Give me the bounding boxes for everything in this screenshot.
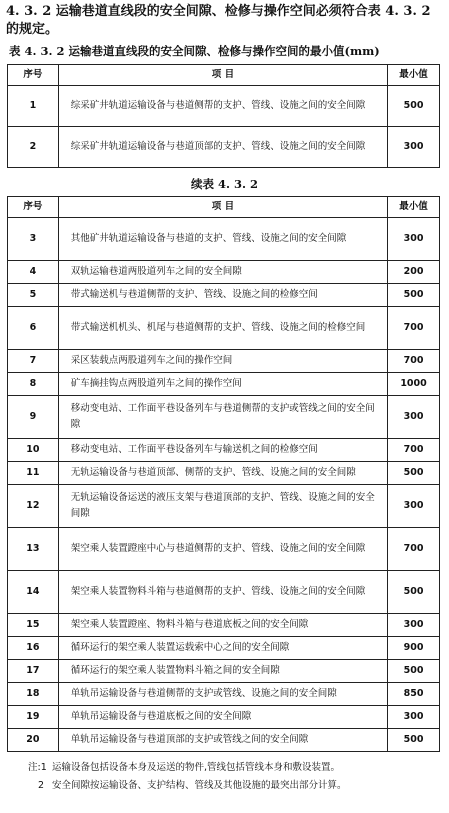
table-row — [8, 528, 440, 571]
table-row — [8, 614, 440, 637]
table-row — [8, 683, 440, 706]
row-value: 500 — [388, 660, 440, 683]
row-value: 200 — [388, 261, 440, 284]
row-value: 300 — [388, 396, 440, 439]
row-item: 综采矿井轨道运输设备与巷道侧帮的支护、管线、设施之间的安全间隙 — [58, 86, 387, 127]
row-item: 其他矿井轨道运输设备与巷道的支护、管线、设施之间的安全间隙 — [58, 218, 387, 261]
table-row — [8, 350, 440, 373]
row-value: 700 — [388, 528, 440, 571]
row-item: 单轨吊运输设备与巷道底板之间的安全间隙 — [58, 706, 387, 729]
row-number: 1 — [8, 86, 59, 127]
table-row — [8, 462, 440, 485]
table-row — [8, 86, 440, 127]
table-row — [8, 261, 440, 284]
row-number: 18 — [8, 683, 59, 706]
row-number: 8 — [8, 373, 59, 396]
table-row — [8, 485, 440, 528]
spacing-table — [7, 64, 440, 168]
column-header-item: 项 目 — [58, 197, 387, 218]
row-value: 900 — [388, 637, 440, 660]
row-item: 循环运行的架空乘人装置运载索中心之间的安全间隙 — [58, 637, 387, 660]
note-item — [28, 759, 440, 777]
row-number: 17 — [8, 660, 59, 683]
row-item: 单轨吊运输设备与巷道侧帮的支护或管线、设施之间的安全间隙 — [58, 683, 387, 706]
clause-text: 4. 3. 2 运输巷道直线段的安全间隙、检修与操作空间必须符合表 4. 3. 2 的规定。 — [6, 4, 431, 37]
note-item — [28, 777, 440, 795]
row-item: 双轨运输巷道两股道列车之间的安全间隙 — [58, 261, 387, 284]
row-item: 无轨运输设备运送的液压支架与巷道顶部的支护、管线、设施之间的安全间隙 — [58, 485, 387, 528]
table-caption: 表 4. 3. 2 运输巷道直线段的安全间隙、检修与操作空间的最小值(mm) — [9, 44, 380, 58]
column-header-minimum: 最小值 — [388, 197, 440, 218]
row-value: 700 — [388, 439, 440, 462]
row-number: 10 — [8, 439, 59, 462]
continued-spacing-table — [7, 196, 440, 752]
table-row — [8, 439, 440, 462]
table-row — [8, 396, 440, 439]
row-item: 循环运行的架空乘人装置物料斗箱之间的安全间隙 — [58, 660, 387, 683]
row-value: 500 — [388, 462, 440, 485]
table-header-row — [8, 65, 440, 86]
row-value: 500 — [388, 284, 440, 307]
row-value: 300 — [388, 127, 440, 168]
row-number: 14 — [8, 571, 59, 614]
row-number: 19 — [8, 706, 59, 729]
row-item: 架空乘人装置蹬座中心与巷道侧帮的支护、管线、设施之间的安全间隙 — [58, 528, 387, 571]
row-value: 500 — [388, 86, 440, 127]
row-number: 12 — [8, 485, 59, 528]
row-item: 移动变电站、工作面平巷设备列车与输送机之间的检修空间 — [58, 439, 387, 462]
note-prefix: 注:1 — [28, 762, 47, 773]
table-row — [8, 660, 440, 683]
note-prefix: 2 — [37, 780, 44, 791]
row-item: 采区装载点两股道列车之间的操作空间 — [58, 350, 387, 373]
row-item: 架空乘人装置物料斗箱与巷道侧帮的支护、管线、设施之间的安全间隙 — [58, 571, 387, 614]
row-value: 1000 — [388, 373, 440, 396]
row-value: 700 — [388, 307, 440, 350]
row-item: 无轨运输设备与巷道顶部、侧帮的支护、管线、设施之间的安全间隙 — [58, 462, 387, 485]
continued-table-caption: 续表 4. 3. 2 — [190, 177, 259, 191]
column-header-item: 项 目 — [58, 65, 387, 86]
row-value: 500 — [388, 571, 440, 614]
row-number: 7 — [8, 350, 59, 373]
table-notes — [28, 759, 440, 795]
table-row — [8, 307, 440, 350]
row-number: 4 — [8, 261, 59, 284]
row-value: 850 — [388, 683, 440, 706]
table-row — [8, 218, 440, 261]
row-item: 带式输送机机头、机尾与巷道侧帮的支护、管线、设施之间的检修空间 — [58, 307, 387, 350]
row-item: 单轨吊运输设备与巷道顶部的支护或管线之间的安全间隙 — [58, 729, 387, 752]
row-item: 架空乘人装置蹬座、物料斗箱与巷道底板之间的安全间隙 — [58, 614, 387, 637]
table-header-row — [8, 197, 440, 218]
row-value: 300 — [388, 218, 440, 261]
row-item: 移动变电站、工作面平巷设备列车与巷道侧帮的支护或管线之间的安全间隙 — [58, 396, 387, 439]
row-number: 11 — [8, 462, 59, 485]
table-row — [8, 637, 440, 660]
row-number: 9 — [8, 396, 59, 439]
row-number: 2 — [8, 127, 59, 168]
column-header-minimum: 最小值 — [388, 65, 440, 86]
row-item: 矿车摘挂钩点两股道列车之间的操作空间 — [58, 373, 387, 396]
row-number: 6 — [8, 307, 59, 350]
table-row — [8, 706, 440, 729]
row-number: 15 — [8, 614, 59, 637]
row-value: 300 — [388, 706, 440, 729]
row-item: 综采矿井轨道运输设备与巷道顶部的支护、管线、设施之间的安全间隙 — [58, 127, 387, 168]
row-item: 带式输送机与巷道侧帮的支护、管线、设施之间的检修空间 — [58, 284, 387, 307]
row-number: 13 — [8, 528, 59, 571]
row-number: 5 — [8, 284, 59, 307]
row-number: 20 — [8, 729, 59, 752]
row-number: 16 — [8, 637, 59, 660]
column-header-number: 序号 — [8, 65, 59, 86]
row-value: 300 — [388, 485, 440, 528]
table-row — [8, 571, 440, 614]
table-row — [8, 284, 440, 307]
table-row — [8, 729, 440, 752]
table-row — [8, 373, 440, 396]
row-number: 3 — [8, 218, 59, 261]
row-value: 300 — [388, 614, 440, 637]
column-header-number: 序号 — [8, 197, 59, 218]
table-row — [8, 127, 440, 168]
note-text: 运输设备包括设备本身及运送的物件,管线包括管线本身和敷设装置。 — [52, 762, 341, 773]
row-value: 500 — [388, 729, 440, 752]
note-text: 安全间隙按运输设备、支护结构、管线及其他设施的最突出部分计算。 — [52, 780, 347, 791]
row-value: 700 — [388, 350, 440, 373]
